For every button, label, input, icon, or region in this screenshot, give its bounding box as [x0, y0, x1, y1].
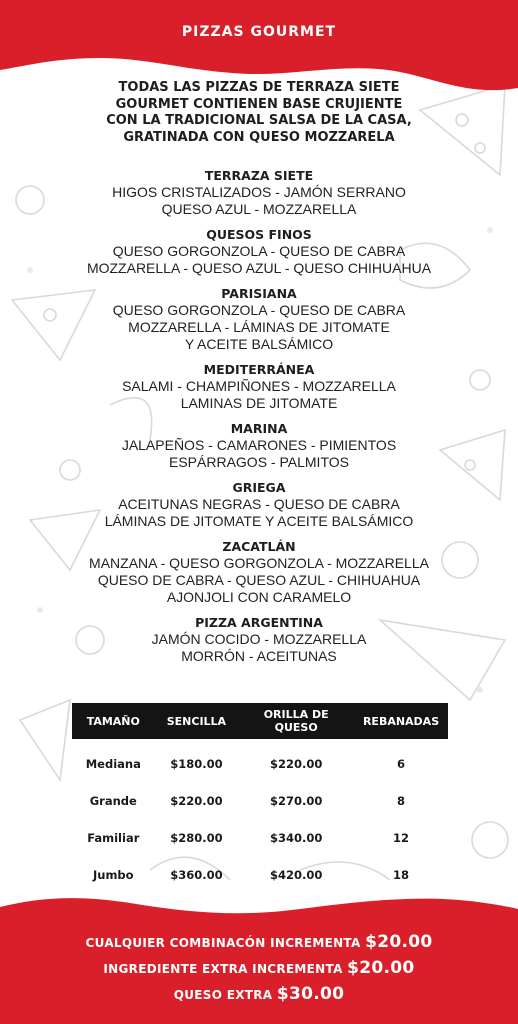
price-cell: $220.00: [170, 793, 223, 808]
pizza-name: MEDITERRÁNEA: [203, 362, 315, 377]
table-row: [72, 819, 448, 856]
pizza-item-terraza-siete: [0, 168, 518, 218]
pizza-item-quesos-finos: [0, 227, 518, 277]
table-row: [72, 739, 448, 782]
pizza-ingredients: ACEITUNAS NEGRAS - QUESO DE CABRA: [118, 496, 400, 512]
pizza-ingredients: Y ACEITE BALSÁMICO: [184, 336, 334, 352]
price-cell: $280.00: [170, 830, 223, 845]
slices-cell: 6: [397, 756, 406, 771]
column-header-cheese-crust: ORILLA DE QUESO: [238, 703, 354, 739]
intro-description: [70, 80, 448, 146]
pizza-ingredients: QUESO GORGONZOLA - QUESO DE CABRA: [112, 302, 406, 318]
footer-line-combination: [0, 930, 518, 956]
pizza-ingredients: LÁMINAS DE JITOMATE Y ACEITE BALSÁMICO: [104, 513, 414, 529]
pizza-ingredients: JAMÓN COCIDO - MOZZARELLA: [151, 631, 367, 647]
slices-cell: 8: [397, 793, 406, 808]
pizza-ingredients: MANZANA - QUESO GORGONZOLA - MOZZARELLA: [89, 555, 429, 571]
pizza-item-mediterranea: [0, 362, 518, 412]
price-cell: $420.00: [269, 867, 323, 882]
column-header-simple: SENCILLA: [155, 703, 239, 739]
table-row: [72, 856, 448, 893]
pizza-name: PIZZA ARGENTINA: [195, 615, 323, 630]
pizza-ingredients: MOZZARELLA - QUESO AZUL - QUESO CHIHUAHUA: [86, 260, 432, 276]
pizza-item-parisiana: [0, 286, 518, 353]
pizza-item-zacatlan: [0, 539, 518, 606]
table-row: [72, 782, 448, 819]
pizza-ingredients: AJONJOLI CON CARAMELO: [166, 589, 352, 605]
pizza-name: TERRAZA SIETE: [204, 168, 314, 183]
pizza-ingredients: MORRÓN - ACEITUNAS: [181, 648, 337, 664]
intro-line: GOURMET CONTIENEN BASE CRUJIENTE: [115, 96, 403, 112]
footer-text: CUALQUIER COMBINACÓN INCREMENTA: [85, 936, 361, 950]
footer-price: $20.00: [365, 932, 433, 952]
footer-line-extra-cheese: [0, 982, 518, 1008]
intro-line: CON LA TRADICIONAL SALSA DE LA CASA,: [106, 113, 412, 128]
price-cell: $340.00: [269, 830, 323, 845]
size-cell: Jumbo: [92, 867, 134, 882]
pizza-item-pizza-argentina: [0, 615, 518, 665]
pizza-item-marina: [0, 421, 518, 471]
pizza-name: GRIEGA: [232, 480, 286, 495]
footer-text: INGREDIENTE EXTRA INCREMENTA: [103, 962, 343, 976]
slices-cell: 12: [393, 830, 410, 845]
pizza-ingredients: QUESO DE CABRA - QUESO AZUL - CHIHUAHUA: [97, 572, 421, 588]
intro-line: GRATINADA CON QUESO MOZZARELA: [123, 129, 395, 145]
size-cell: Mediana: [85, 756, 141, 771]
pizza-ingredients: HIGOS CRISTALIZADOS - JAMÓN SERRANO: [112, 184, 406, 200]
footer-price: $20.00: [347, 958, 415, 978]
price-table-header: [72, 703, 448, 739]
pizza-name: MARINA: [230, 421, 288, 436]
pizza-item-griega: [0, 480, 518, 530]
pizza-ingredients: MOZZARELLA - LÁMINAS DE JITOMATE: [128, 319, 390, 335]
footer-extras: [0, 930, 518, 1008]
size-cell: Grande: [89, 793, 137, 808]
footer-line-extra-ingredient: [0, 956, 518, 982]
pizza-menu: [0, 168, 518, 674]
pizza-ingredients: ESPÁRRAGOS - PALMITOS: [169, 454, 349, 470]
price-cell: $220.00: [269, 756, 323, 771]
price-cell: $360.00: [170, 867, 223, 882]
pizza-name: QUESOS FINOS: [206, 227, 312, 242]
pizza-ingredients: LAMINAS DE JITOMATE: [180, 395, 338, 411]
pizza-ingredients: QUESO AZUL - MOZZARELLA: [161, 201, 357, 217]
price-cell: $180.00: [170, 756, 223, 771]
pizza-ingredients: JALAPEÑOS - CAMARONES - PIMIENTOS: [121, 437, 397, 453]
footer-price: $30.00: [276, 984, 345, 1004]
slices-cell: 18: [393, 867, 410, 882]
pizza-name: PARISIANA: [221, 286, 297, 301]
size-cell: Familiar: [87, 830, 140, 845]
column-header-size: TAMAÑO: [72, 703, 155, 739]
footer-text: QUESO EXTRA: [173, 988, 273, 1002]
pizza-ingredients: QUESO GORGONZOLA - QUESO DE CABRA: [112, 243, 406, 259]
price-table: [72, 703, 448, 893]
pizza-ingredients: SALAMI - CHAMPIÑONES - MOZZARELLA: [122, 378, 396, 394]
page-title: PIZZAS GOURMET: [181, 24, 337, 40]
pizza-name: ZACATLÁN: [222, 539, 296, 554]
price-cell: $270.00: [269, 793, 323, 808]
intro-line: TODAS LAS PIZZAS DE TERRAZA SIETE: [118, 80, 400, 95]
column-header-slices: REBANADAS: [354, 703, 448, 739]
